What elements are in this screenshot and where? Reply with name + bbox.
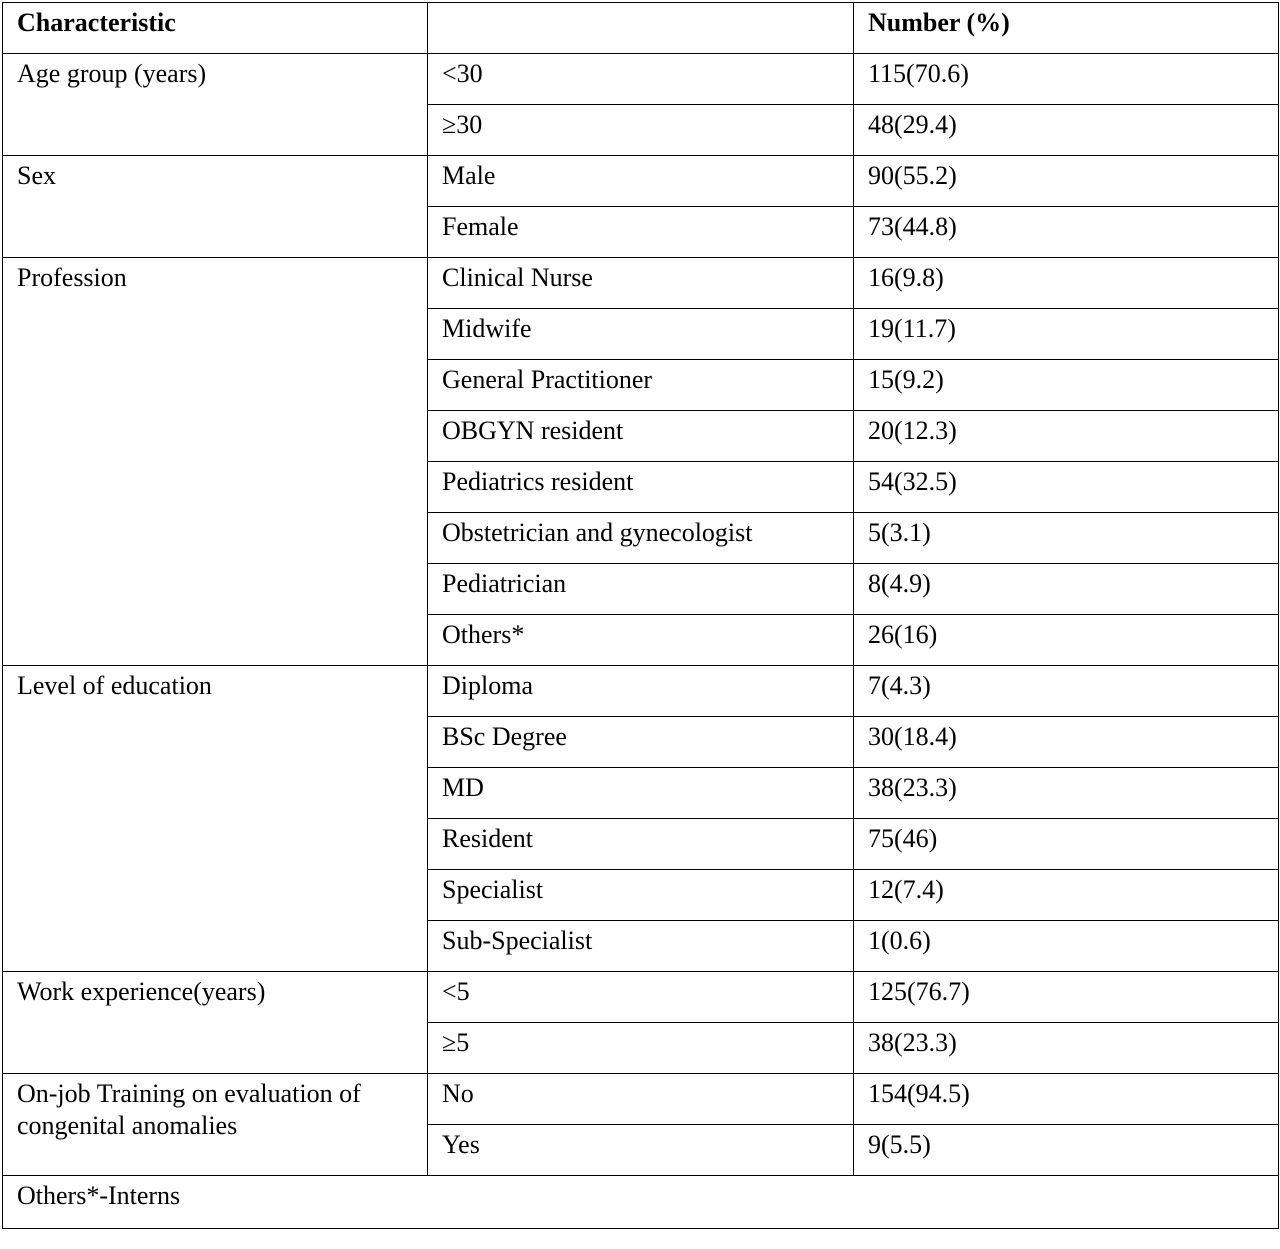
number-value: 75(46) [868, 824, 938, 853]
number-cell [854, 105, 1279, 156]
category-cell [428, 615, 854, 666]
header-characteristic [3, 3, 428, 54]
category-label: ≥30 [442, 110, 483, 139]
category-label: General Practitioner [442, 365, 653, 394]
category-label: Yes [442, 1130, 480, 1159]
number-cell [854, 870, 1279, 921]
table-row [3, 666, 1279, 717]
category-cell [428, 360, 854, 411]
number-value: 26(16) [868, 620, 938, 649]
category-label: OBGYN resident [442, 416, 624, 445]
number-value: 38(23.3) [868, 1028, 957, 1057]
category-label: ≥5 [442, 1028, 470, 1057]
category-label: <30 [442, 59, 483, 88]
category-cell [428, 309, 854, 360]
table-body [3, 54, 1279, 1176]
number-value: 30(18.4) [868, 722, 957, 751]
category-cell [428, 513, 854, 564]
category-cell [428, 870, 854, 921]
number-cell [854, 156, 1279, 207]
table-row [3, 156, 1279, 207]
number-cell [854, 207, 1279, 258]
category-label: Specialist [442, 875, 544, 904]
characteristic-label: Profession [17, 263, 127, 292]
number-value: 1(0.6) [868, 926, 931, 955]
characteristics-table [2, 2, 1279, 1229]
number-cell [854, 258, 1279, 309]
number-value: 7(4.3) [868, 671, 931, 700]
characteristic-label: Level of education [17, 671, 212, 700]
header-category-label [442, 3, 839, 7]
category-label: Pediatrician [442, 569, 567, 598]
category-cell [428, 717, 854, 768]
characteristic-cell [3, 258, 428, 666]
characteristic-label: Work experience(years) [17, 977, 266, 1006]
number-cell [854, 615, 1279, 666]
number-cell [854, 513, 1279, 564]
category-label: Others* [442, 620, 525, 649]
category-cell [428, 819, 854, 870]
number-cell [854, 1125, 1279, 1176]
number-cell [854, 54, 1279, 105]
characteristic-cell [3, 972, 428, 1074]
category-cell [428, 207, 854, 258]
number-cell [854, 411, 1279, 462]
category-label: Resident [442, 824, 533, 853]
table-header-row [3, 3, 1279, 54]
category-cell [428, 462, 854, 513]
number-cell [854, 972, 1279, 1023]
footnote-cell [3, 1176, 1279, 1229]
category-label: No [442, 1079, 474, 1108]
category-cell [428, 1023, 854, 1074]
number-value: 73(44.8) [868, 212, 957, 241]
number-cell [854, 768, 1279, 819]
number-value: 38(23.3) [868, 773, 957, 802]
table-row [3, 1074, 1279, 1125]
category-label: <5 [442, 977, 470, 1006]
number-cell [854, 462, 1279, 513]
category-label: Female [442, 212, 519, 241]
characteristic-label: Age group (years) [17, 59, 207, 88]
category-cell [428, 1074, 854, 1125]
category-label: Diploma [442, 671, 533, 700]
characteristic-label: Sex [17, 161, 56, 190]
category-cell [428, 921, 854, 972]
characteristic-cell [3, 156, 428, 258]
number-cell [854, 666, 1279, 717]
number-cell [854, 1074, 1279, 1125]
category-label: Obstetrician and gynecologist [442, 518, 753, 547]
header-number [854, 3, 1279, 54]
category-cell [428, 768, 854, 819]
category-cell [428, 156, 854, 207]
number-value: 48(29.4) [868, 110, 957, 139]
category-cell [428, 411, 854, 462]
footnote-row [3, 1176, 1279, 1229]
number-value: 90(55.2) [868, 161, 957, 190]
table-row [3, 972, 1279, 1023]
category-cell [428, 666, 854, 717]
number-cell [854, 819, 1279, 870]
category-cell [428, 258, 854, 309]
header-characteristic-label: Characteristic [17, 8, 176, 37]
characteristic-cell [3, 666, 428, 972]
header-number-label: Number (%) [868, 8, 1010, 37]
number-value: 115(70.6) [868, 59, 969, 88]
number-value: 8(4.9) [868, 569, 931, 598]
number-cell [854, 717, 1279, 768]
category-label: Clinical Nurse [442, 263, 593, 292]
category-label: Pediatrics resident [442, 467, 634, 496]
number-value: 9(5.5) [868, 1130, 931, 1159]
category-label: Male [442, 161, 496, 190]
characteristic-cell [3, 54, 428, 156]
category-label: Midwife [442, 314, 532, 343]
header-category [428, 3, 854, 54]
number-cell [854, 564, 1279, 615]
footnote-text: Others*-Interns [17, 1181, 181, 1210]
category-cell [428, 972, 854, 1023]
number-cell [854, 360, 1279, 411]
number-value: 125(76.7) [868, 977, 970, 1006]
number-value: 15(9.2) [868, 365, 944, 394]
category-cell [428, 54, 854, 105]
number-value: 54(32.5) [868, 467, 957, 496]
table-row [3, 54, 1279, 105]
table-row [3, 258, 1279, 309]
category-label: Sub-Specialist [442, 926, 593, 955]
number-value: 19(11.7) [868, 314, 956, 343]
number-value: 20(12.3) [868, 416, 957, 445]
number-cell [854, 1023, 1279, 1074]
number-value: 5(3.1) [868, 518, 931, 547]
category-label: MD [442, 773, 484, 802]
number-value: 12(7.4) [868, 875, 944, 904]
characteristic-cell [3, 1074, 428, 1176]
category-cell [428, 564, 854, 615]
category-cell [428, 105, 854, 156]
number-value: 154(94.5) [868, 1079, 970, 1108]
category-cell [428, 1125, 854, 1176]
number-cell [854, 921, 1279, 972]
characteristic-label: On-job Training on evaluation of congenital anomalies [17, 1079, 361, 1140]
number-value: 16(9.8) [868, 263, 944, 292]
category-label: BSc Degree [442, 722, 567, 751]
number-cell [854, 309, 1279, 360]
